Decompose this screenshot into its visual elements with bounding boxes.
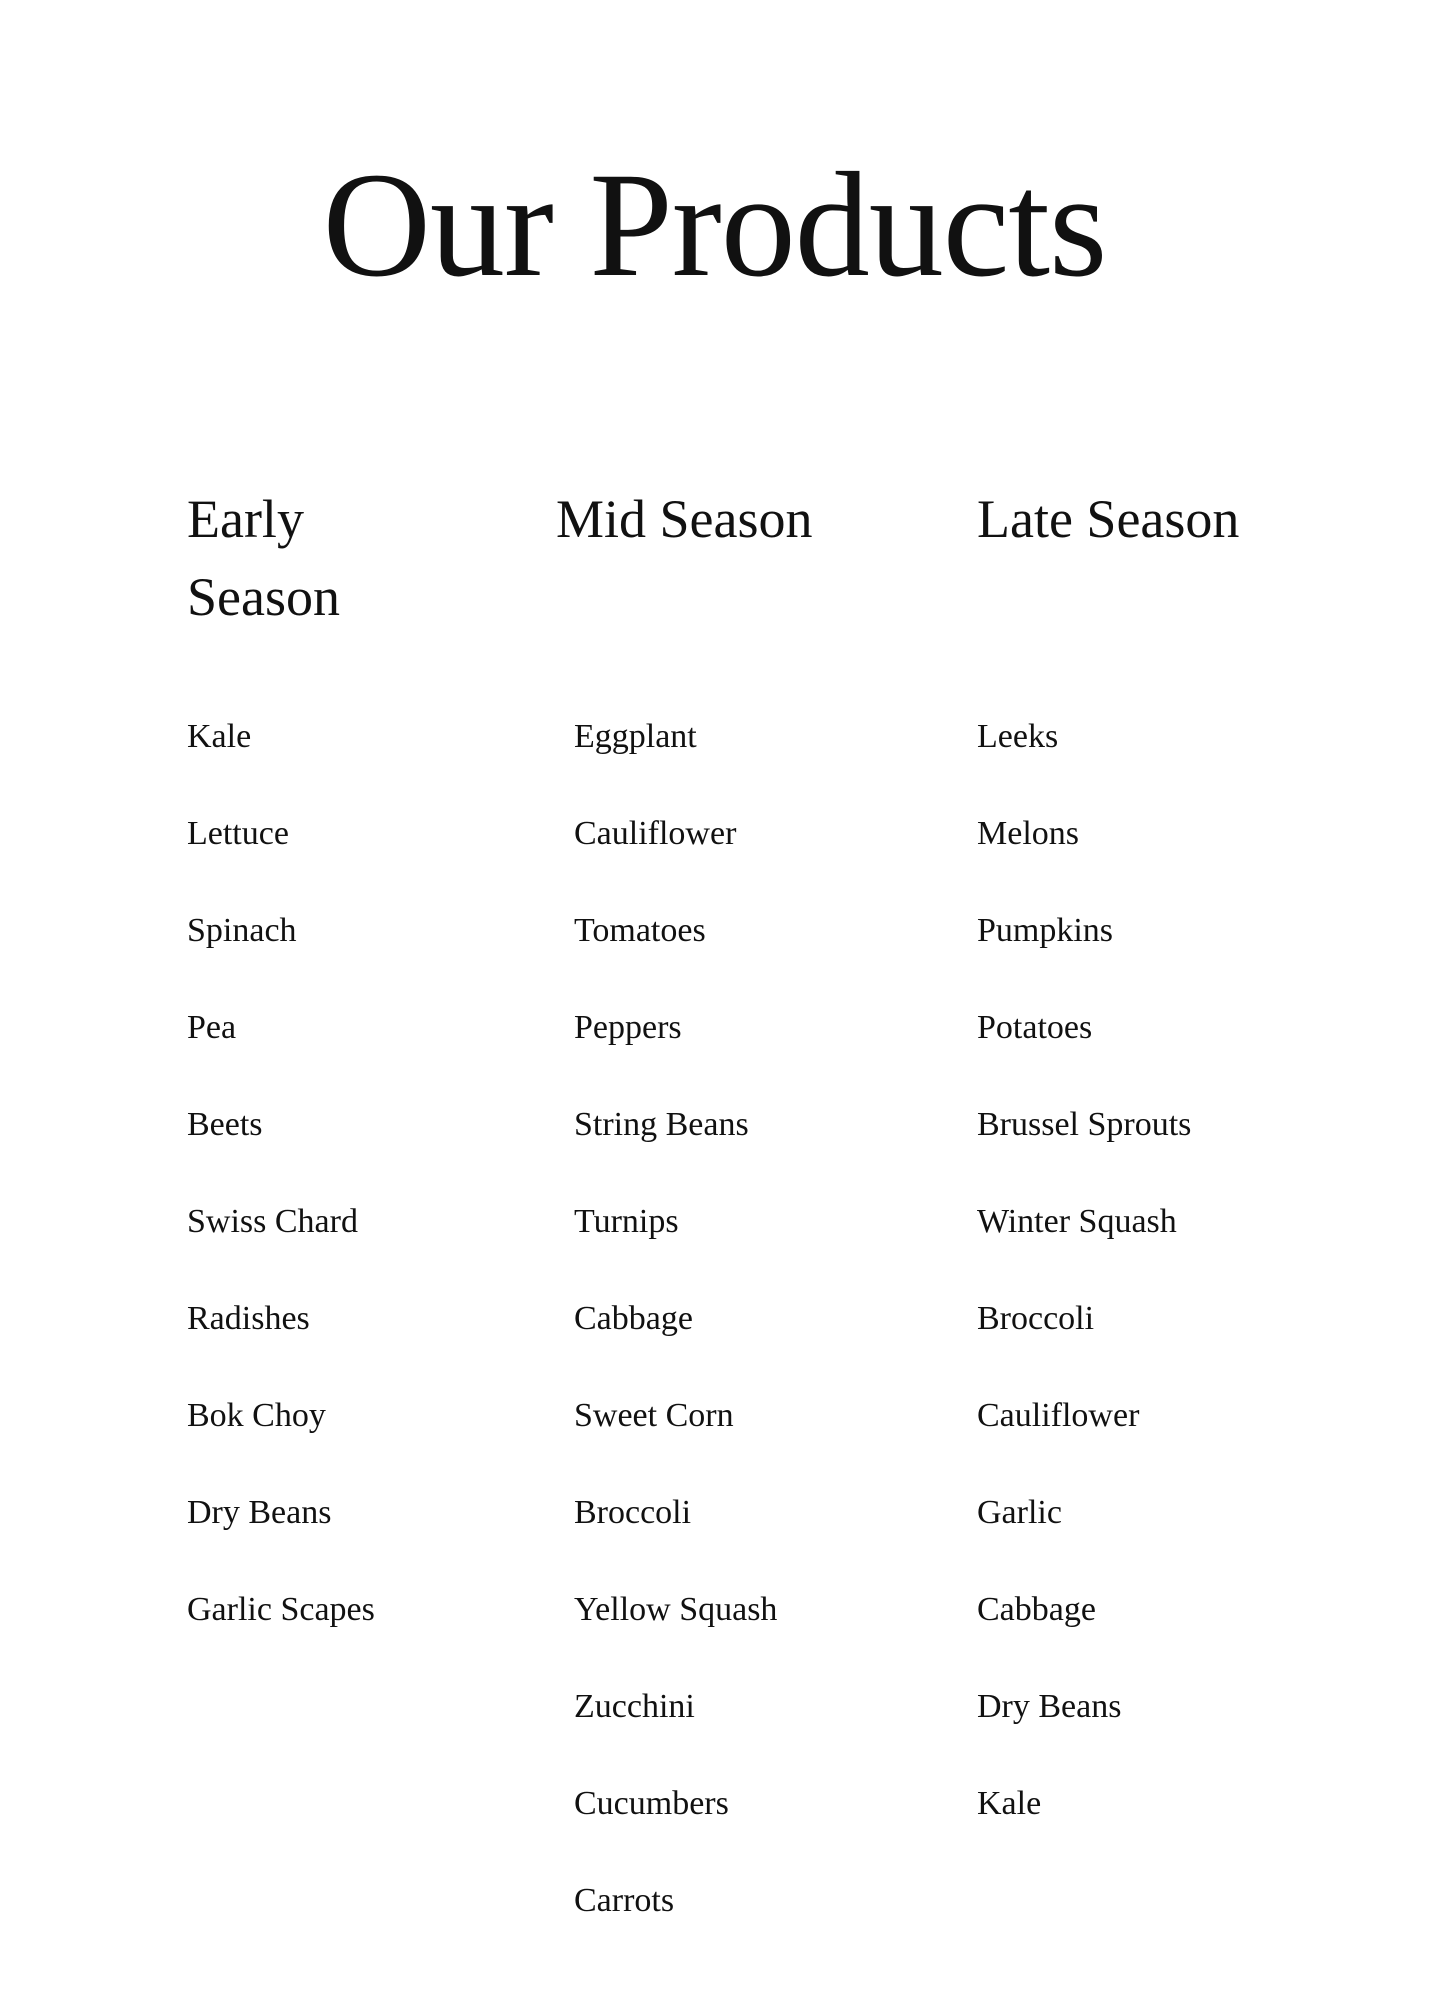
mid-season-heading: Mid Season (556, 489, 813, 549)
late-season-column (977, 480, 1357, 1822)
list-item: Garlic Scapes (187, 1591, 375, 1628)
list-item: Cauliflower (574, 815, 737, 852)
late-season-heading: Late Season (977, 489, 1240, 549)
list-item: Leeks (977, 718, 1059, 755)
list-item: Broccoli (574, 1494, 692, 1531)
mid-season-column (556, 480, 936, 1919)
list-item: Broccoli (977, 1300, 1095, 1337)
list-item: Eggplant (574, 718, 697, 755)
list-item: Spinach (187, 912, 297, 949)
list-item: Swiss Chard (187, 1203, 358, 1240)
list-item: Turnips (574, 1203, 679, 1240)
list-item: Melons (977, 815, 1079, 852)
list-item: Pumpkins (977, 912, 1114, 949)
list-item: Yellow Squash (574, 1591, 778, 1628)
list-item: Dry Beans (977, 1688, 1122, 1725)
list-item: Pea (187, 1009, 237, 1046)
early-season-heading: Early Season (187, 489, 340, 627)
list-item: Cabbage (977, 1591, 1096, 1628)
list-item: Potatoes (977, 1009, 1093, 1046)
early-season-list (187, 720, 375, 1690)
list-item: Radishes (187, 1300, 310, 1337)
list-item: Winter Squash (977, 1203, 1177, 1240)
list-item: Sweet Corn (574, 1397, 734, 1434)
list-item: Cucumbers (574, 1785, 729, 1822)
list-item: Kale (977, 1785, 1042, 1822)
list-item: Dry Beans (187, 1494, 332, 1531)
late-season-list (977, 720, 1191, 1884)
page-title: Our Products (322, 142, 1107, 308)
list-item: Bok Choy (187, 1397, 326, 1434)
list-item: Lettuce (187, 815, 289, 852)
list-item: Kale (187, 718, 252, 755)
list-item: Garlic (977, 1494, 1062, 1531)
list-item: Carrots (574, 1882, 675, 1919)
list-item: Cabbage (574, 1300, 693, 1337)
list-item: Tomatoes (574, 912, 706, 949)
list-item: Brussel Sprouts (977, 1106, 1192, 1143)
list-item: Beets (187, 1106, 263, 1143)
list-item: Cauliflower (977, 1397, 1140, 1434)
mid-season-list (574, 720, 777, 1981)
early-season-column (187, 480, 487, 1628)
list-item: Peppers (574, 1009, 682, 1046)
list-item: Zucchini (574, 1688, 695, 1725)
list-item: String Beans (574, 1106, 749, 1143)
